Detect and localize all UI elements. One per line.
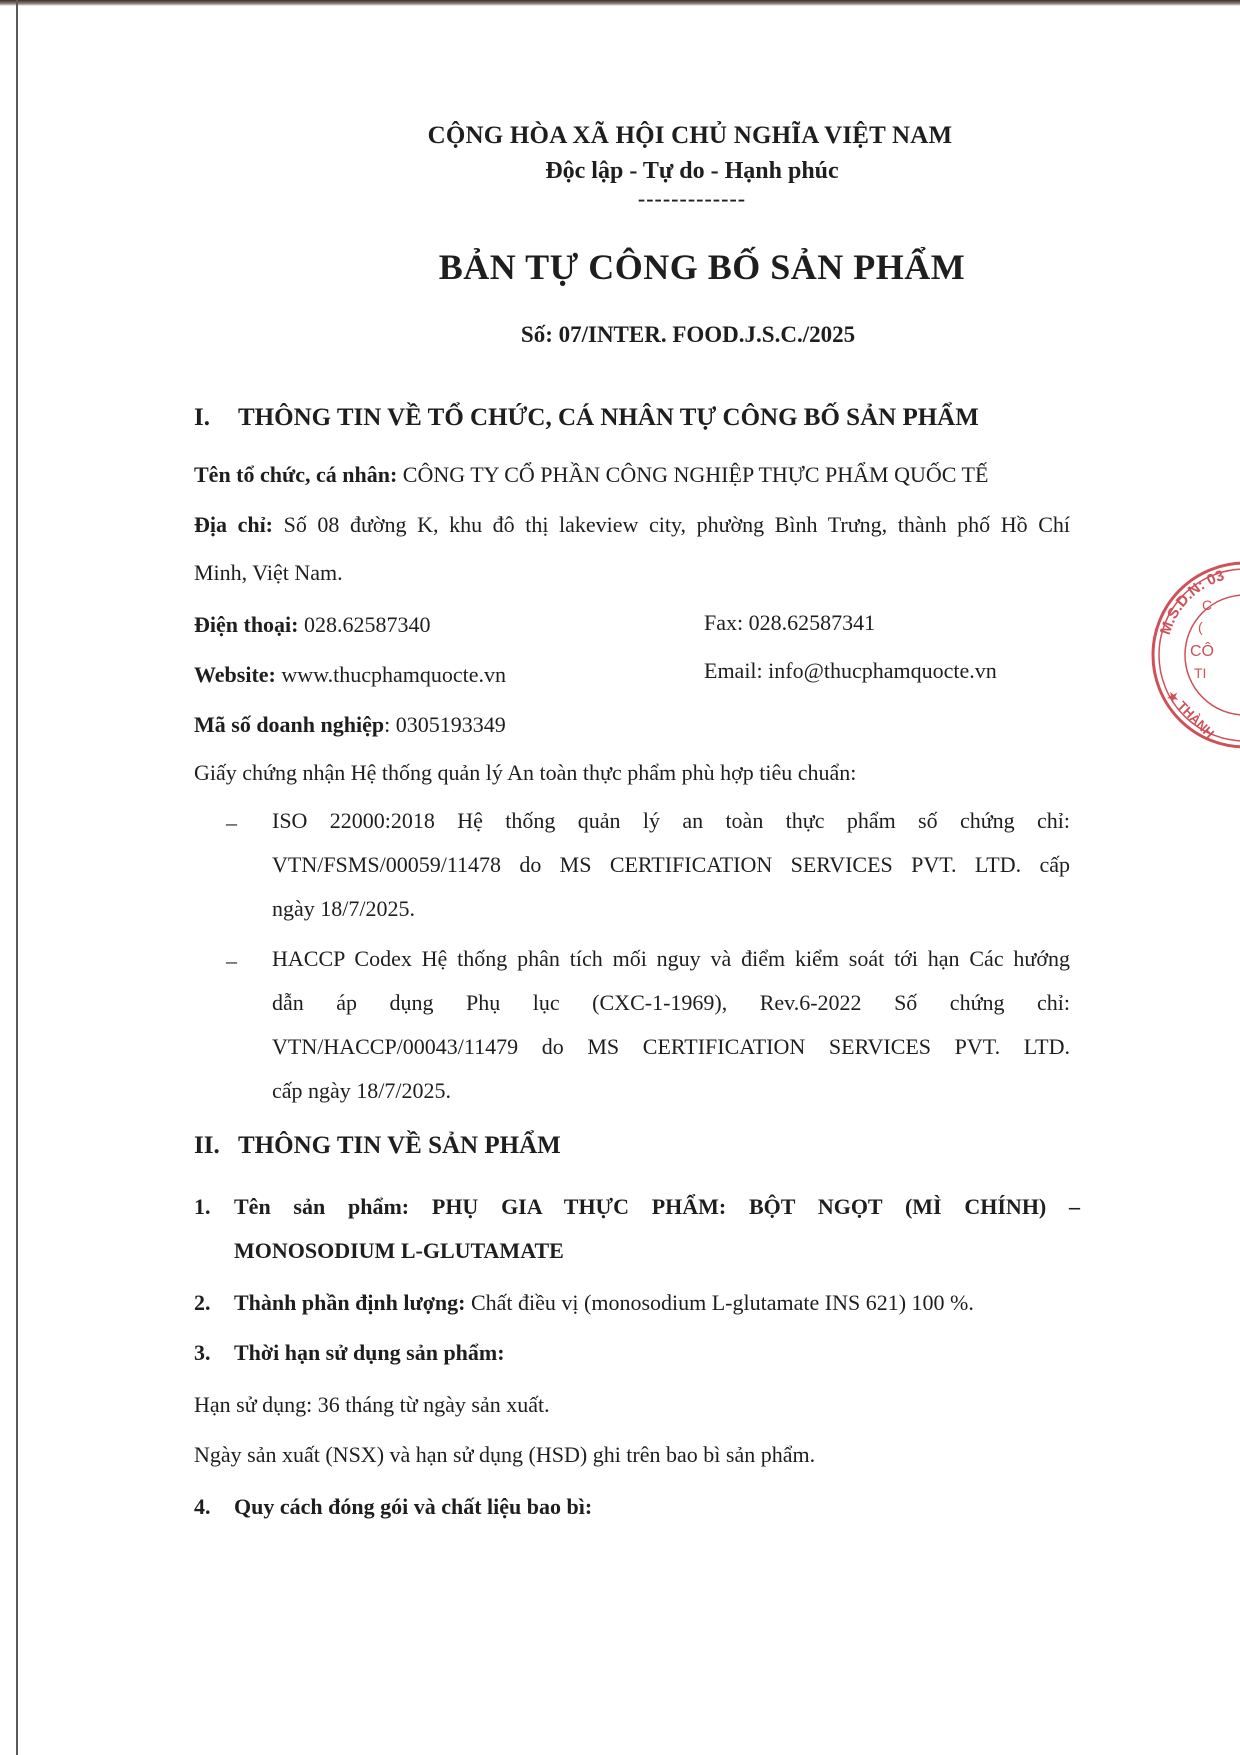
item-2-number: 2. [194,1290,211,1315]
document-number: Số: 07/INTER. FOOD.J.S.C./2025 [520,322,856,347]
email-value: info@thucphamquocte.vn [768,658,997,683]
section-2-number: II. [194,1132,220,1159]
phone-line [194,612,431,638]
nation-header: CỘNG HÒA XÃ HỘI CHỦ NGHĨA VIỆT NAM [427,122,953,149]
email-label: Email: [704,658,763,683]
cert-1-line-3: ngày 18/7/2025. [272,896,415,921]
item-2-label: Thành phần định lượng: [234,1290,466,1315]
item-4-label: Quy cách đóng gói và chất liệu bao bì: [234,1494,593,1519]
item-3-label: Thời hạn sử dụng sản phẩm: [234,1340,505,1365]
cert-intro: Giấy chứng nhận Hệ thống quản lý An toàn thực phẩm phù hợp tiêu chuẩn: [194,760,857,785]
cert-1-line-2: VTN/FSMS/00059/11478 do MS CERTIFICATION SERVICES PVT. LTD. cấp [272,852,1070,877]
seal-inner-text-4: TI [1194,665,1207,681]
item-2-line [194,1290,974,1316]
website-label: Website: [194,662,276,687]
cert-2-line-4: cấp ngày 18/7/2025. [272,1078,452,1103]
fax-line [704,610,875,636]
company-seal-stamp [1150,560,1240,750]
fax-label: Fax: [704,610,744,635]
item-2-value: Chất điều vị (monosodium L-glutamate INS 621) 100 %. [470,1290,974,1315]
seal-inner-text-3: CÔ [1190,643,1214,660]
cert-2-line-1: HACCP Codex Hệ thống phân tích mối nguy và điểm kiểm soát tới hạn Các hướng [272,946,1070,971]
address-label: Địa chỉ: [194,512,274,537]
cert-2-line-2: dẫn áp dụng Phụ lục (CXC-1-1969), Rev.6-2022 Số chứng chỉ: [272,990,1070,1015]
item-1-label: Tên sản phẩm: [234,1194,410,1219]
item-1-value-line-2: MONOSODIUM L-GLUTAMATE [234,1238,564,1263]
cert-2-dash: – [226,948,237,973]
address-value-line-1: Số 08 đường K, khu đô thị lakeview city, phường Bình Trưng, thành phố Hồ Chí [283,512,1070,537]
tax-code-line [194,712,506,738]
section-1-title: THÔNG TIN VỀ TỔ CHỨC, CÁ NHÂN TỰ CÔNG BỐ SẢN PHẨM [238,404,979,431]
org-name-value: CÔNG TY CỔ PHẦN CÔNG NGHIỆP THỰC PHẨM QUỐC TẾ [402,462,989,487]
address-line-2: Minh, Việt Nam. [194,560,343,585]
item-1-line-1 [194,1194,1080,1220]
org-name-line [194,462,988,488]
document-title: BẢN TỰ CÔNG BỐ SẢN PHẨM [438,247,966,287]
item-3-number: 3. [194,1340,211,1365]
section-2-heading [194,1132,561,1160]
item-4-line [194,1494,592,1520]
website-line [194,662,506,688]
shelf-life-text: Hạn sử dụng: 36 tháng từ ngày sản xuất. [194,1392,550,1417]
phone-value: 028.62587340 [304,612,431,637]
seal-ring-text: M.S.D.N: 03 [1156,567,1227,637]
seal-inner-text-2: ( [1198,619,1203,635]
item-3-line [194,1340,505,1366]
item-1-number: 1. [194,1194,211,1219]
fax-value: 028.62587341 [748,610,876,635]
section-1-heading [194,404,979,432]
section-1-number: I. [194,404,210,431]
cert-1-line-1: ISO 22000:2018 Hệ thống quản lý an toàn thực phẩm số chứng chỉ: [272,808,1070,833]
item-4-number: 4. [194,1494,211,1519]
tax-code-label: Mã số doanh nghiệp [194,712,385,737]
address-line-1 [194,512,1070,538]
email-line [704,658,997,684]
seal-bottom-text: ★ THÀNH [1163,687,1218,741]
phone-label: Điện thoại: [194,612,299,637]
cert-1-dash: – [226,810,237,835]
header-separator: ------------- [637,186,747,211]
motto: Độc lập - Tự do - Hạnh phúc [545,158,839,184]
cert-2-line-3: VTN/HACCP/00043/11479 do MS CERTIFICATION SERVICES PVT. LTD. [272,1034,1070,1059]
website-value: www.thucphamquocte.vn [281,662,507,687]
date-note-text: Ngày sản xuất (NSX) và hạn sử dụng (HSD) ghi trên bao bì sản phẩm. [194,1442,816,1467]
tax-code-value: : 0305193349 [384,712,506,737]
section-2-title: THÔNG TIN VỀ SẢN PHẨM [238,1132,561,1159]
item-1-value-line-1: PHỤ GIA THỰC PHẨM: BỘT NGỌT (MÌ CHÍNH) – [431,1194,1081,1219]
org-name-label: Tên tổ chức, cá nhân: [194,462,398,487]
seal-inner-text-1: C [1202,597,1213,613]
